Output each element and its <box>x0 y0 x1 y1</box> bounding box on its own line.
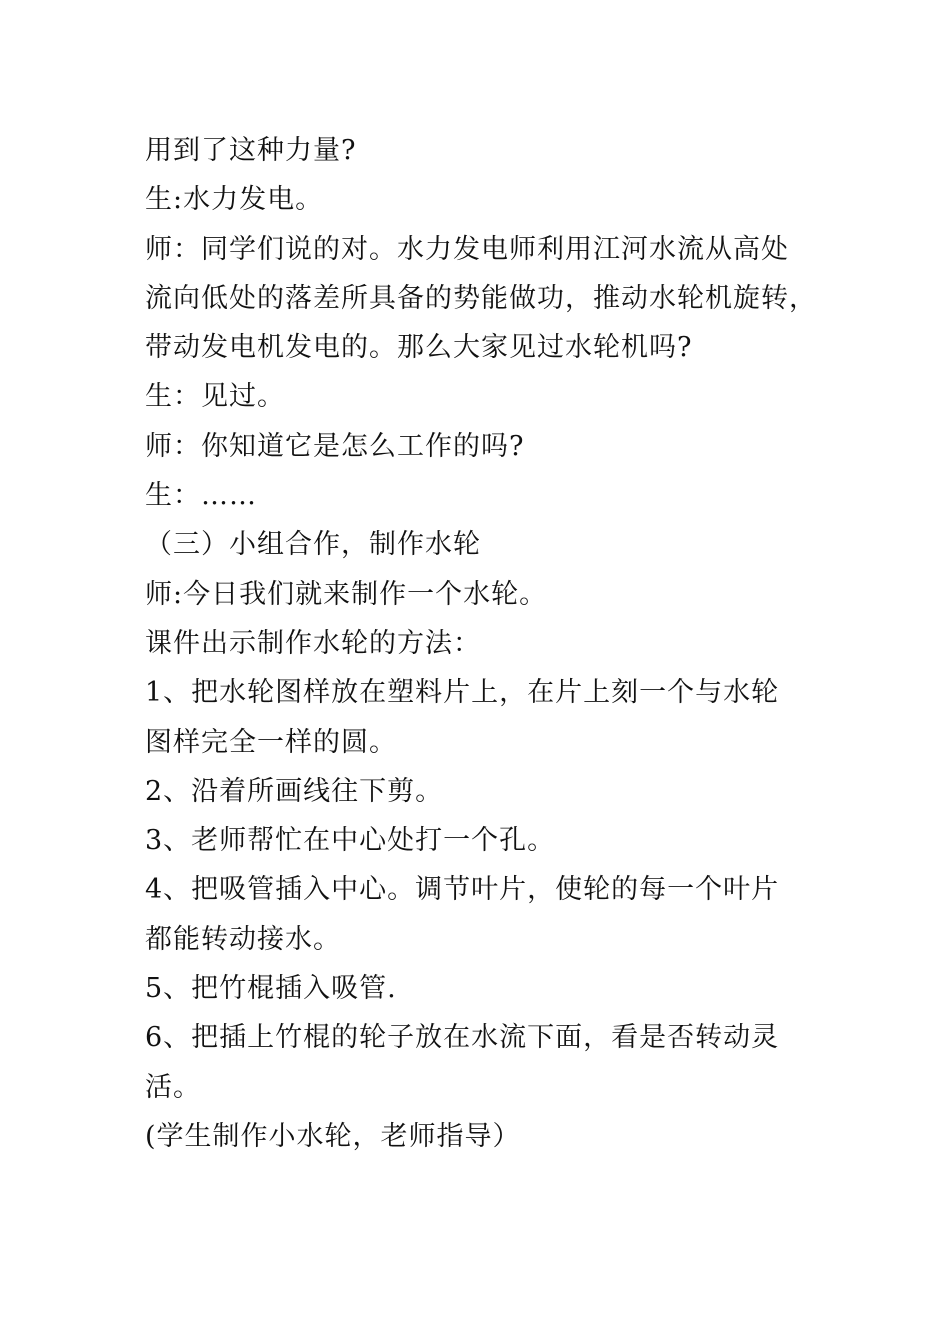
text-line: 师：同学们说的对。水力发电师利用江河水流从高处 <box>145 233 789 265</box>
text-line: 生：…… <box>145 480 257 512</box>
step-item: 1、把水轮图样放在塑料片上，在片上刻一个与水轮 <box>145 677 780 709</box>
text-line: 生:水力发电。 <box>145 184 324 216</box>
step-item-continued: 活。 <box>145 1071 201 1103</box>
step-item: 6、把插上竹棍的轮子放在水流下面，看是否转动灵 <box>145 1022 780 1054</box>
text-line: 师:今日我们就来制作一个水轮。 <box>145 578 548 610</box>
step-item: 2、沿着所画线往下剪。 <box>145 775 444 807</box>
text-line: 师：你知道它是怎么工作的吗? <box>145 430 525 462</box>
text-line: 生：见过。 <box>145 381 285 413</box>
text-line: 流向低处的落差所具备的势能做功，推动水轮机旋转， <box>145 282 817 314</box>
step-item: 3、老师帮忙在中心处打一个孔。 <box>145 825 556 857</box>
step-item-continued: 图样完全一样的圆。 <box>145 726 397 758</box>
step-item: 5、把竹棍插入吸管. <box>145 973 397 1005</box>
text-line: 用到了这种力量? <box>145 135 357 166</box>
document-body <box>145 126 835 1161</box>
section-heading: （三）小组合作，制作水轮 <box>145 529 481 561</box>
text-line: 课件出示制作水轮的方法： <box>145 627 481 659</box>
step-item-continued: 都能转动接水。 <box>145 923 341 955</box>
text-line: 带动发电机发电的。那么大家见过水轮机吗? <box>145 332 693 364</box>
step-item: 4、把吸管插入中心。调节叶片，使轮的每一个叶片 <box>145 874 780 906</box>
text-line: (学生制作小水轮，老师指导） <box>145 1120 521 1152</box>
